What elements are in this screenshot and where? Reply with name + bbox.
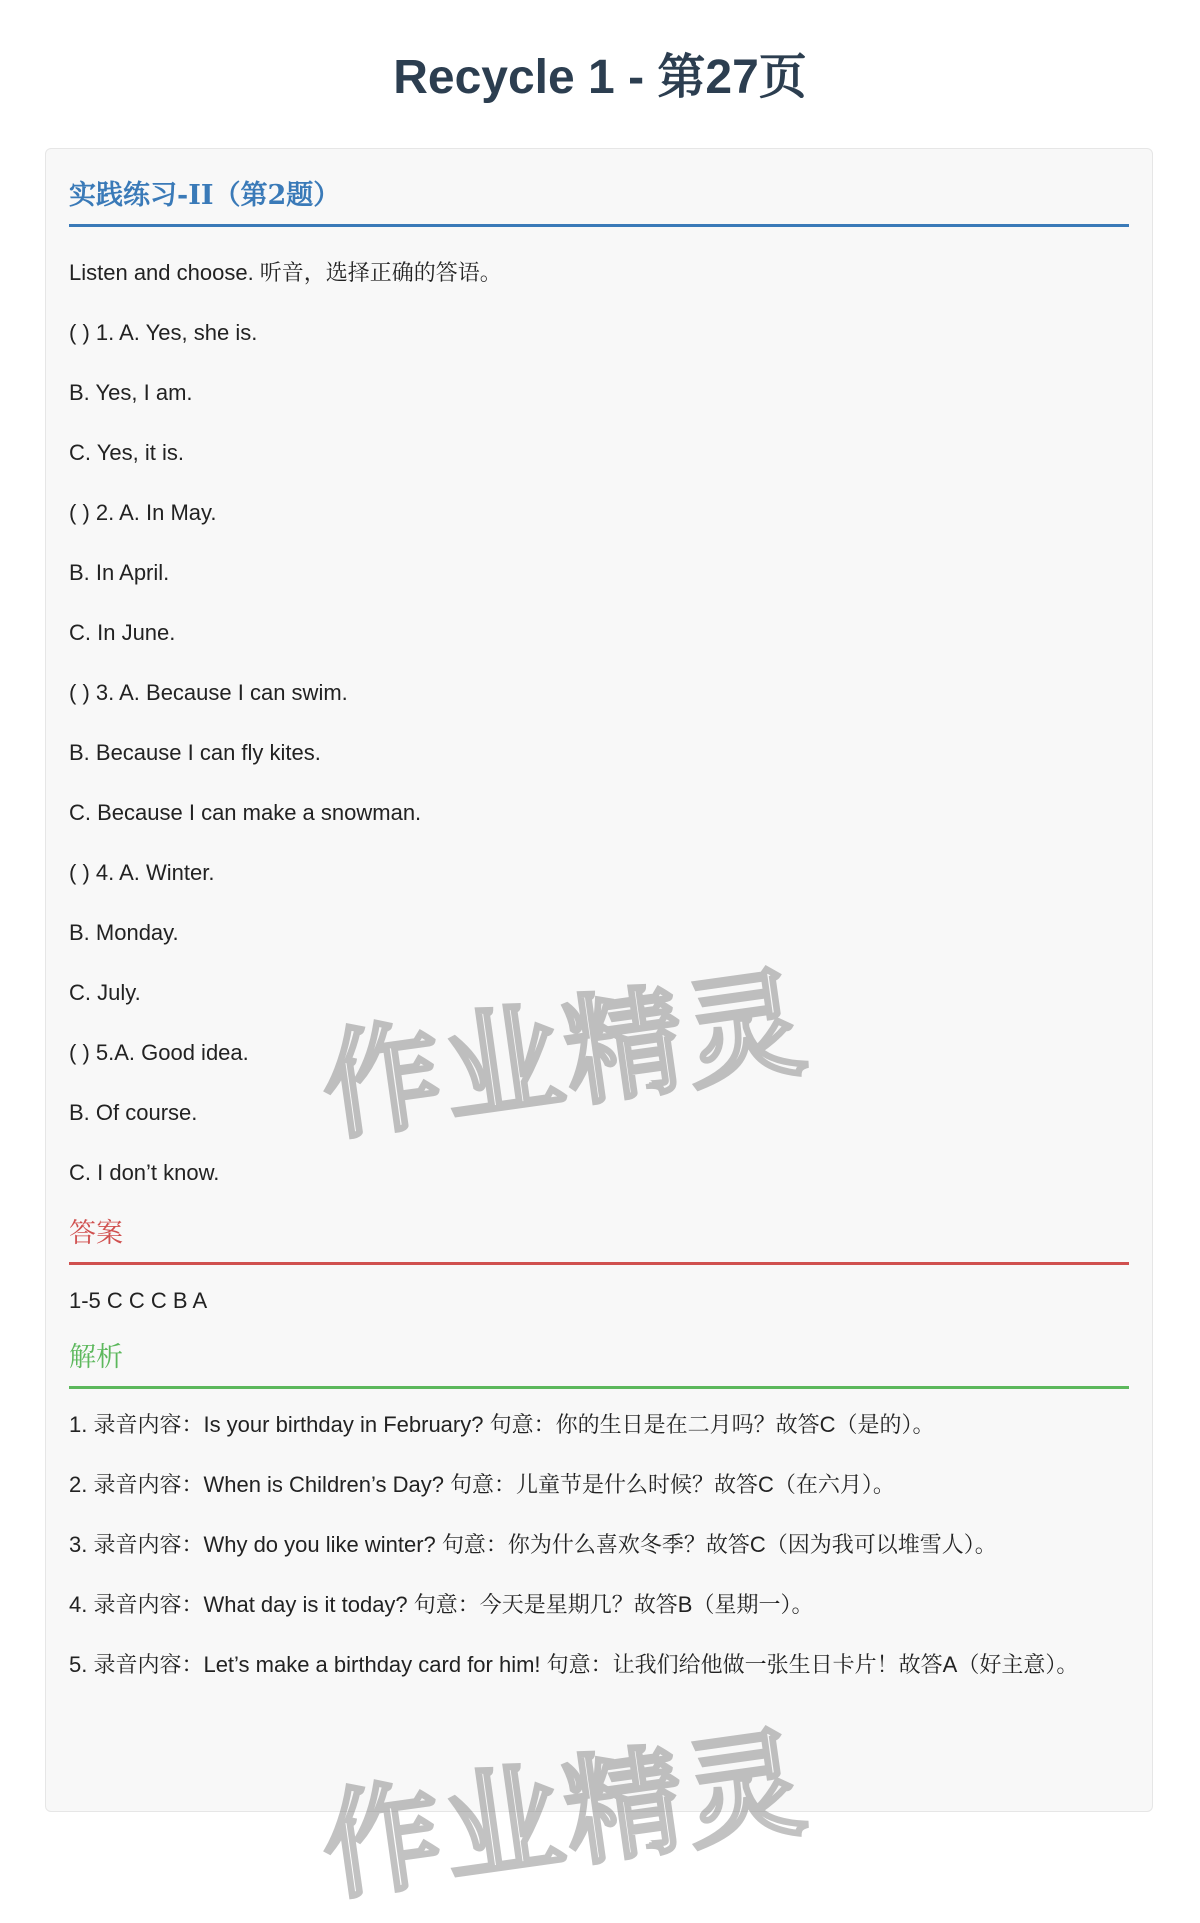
- question-5-option-a: ( ) 5.A. Good idea.: [69, 1040, 249, 1065]
- analysis-item-2: 2. 录音内容：When is Children’s Day? 句意：儿童节是什么时候？故答C（在六月）。: [69, 1472, 895, 1497]
- question-4-option-c: C. July.: [69, 980, 141, 1005]
- question-list: [69, 243, 1129, 1203]
- question-1-option-c: C. Yes, it is.: [69, 440, 184, 465]
- analysis-item-5: 5. 录音内容：Let’s make a birthday card for him! 句意：让我们给他做一张生日卡片！故答A（好主意）。: [69, 1652, 1079, 1677]
- question-3-option-b: B. Because I can fly kites.: [69, 740, 321, 765]
- analysis-list: [69, 1395, 1129, 1695]
- analysis-item-4: 4. 录音内容：What day is it today? 句意：今天是星期几？故答B（星期一）。: [69, 1592, 814, 1617]
- section-heading: 实践练习-II（第2题）: [69, 173, 1129, 227]
- question-1-option-b: B. Yes, I am.: [69, 380, 193, 405]
- question-4-option-a: ( ) 4. A. Winter.: [69, 860, 215, 885]
- question-5-option-b: B. Of course.: [69, 1100, 198, 1125]
- question-2-option-b: B. In April.: [69, 560, 170, 585]
- instruction-line: Listen and choose. 听音，选择正确的答语。: [69, 260, 502, 285]
- answer-heading: 答案: [69, 1211, 1129, 1265]
- question-1-option-a: ( ) 1. A. Yes, she is.: [69, 320, 258, 345]
- question-5-option-c: C. I don’t know.: [69, 1160, 220, 1185]
- analysis-item-1: 1. 录音内容：Is your birthday in February? 句意：你的生日是在二月吗？故答C（是的）。: [69, 1412, 935, 1437]
- watermark-bottom: 作业精灵: [314, 1712, 817, 1918]
- answer-text: 1-5 C C C B A: [69, 1288, 208, 1313]
- question-2-option-c: C. In June.: [69, 620, 176, 645]
- page-title: Recycle 1 - 第27页: [393, 51, 807, 104]
- question-3-option-a: ( ) 3. A. Because I can swim.: [69, 680, 348, 705]
- exercise-card: [45, 148, 1153, 1812]
- analysis-heading: 解析: [69, 1335, 1129, 1389]
- question-3-option-c: C. Because I can make a snowman.: [69, 800, 422, 825]
- analysis-item-3: 3. 录音内容：Why do you like winter? 句意：你为什么喜欢冬季？故答C（因为我可以堆雪人）。: [69, 1532, 997, 1557]
- question-4-option-b: B. Monday.: [69, 920, 179, 945]
- question-2-option-a: ( ) 2. A. In May.: [69, 500, 217, 525]
